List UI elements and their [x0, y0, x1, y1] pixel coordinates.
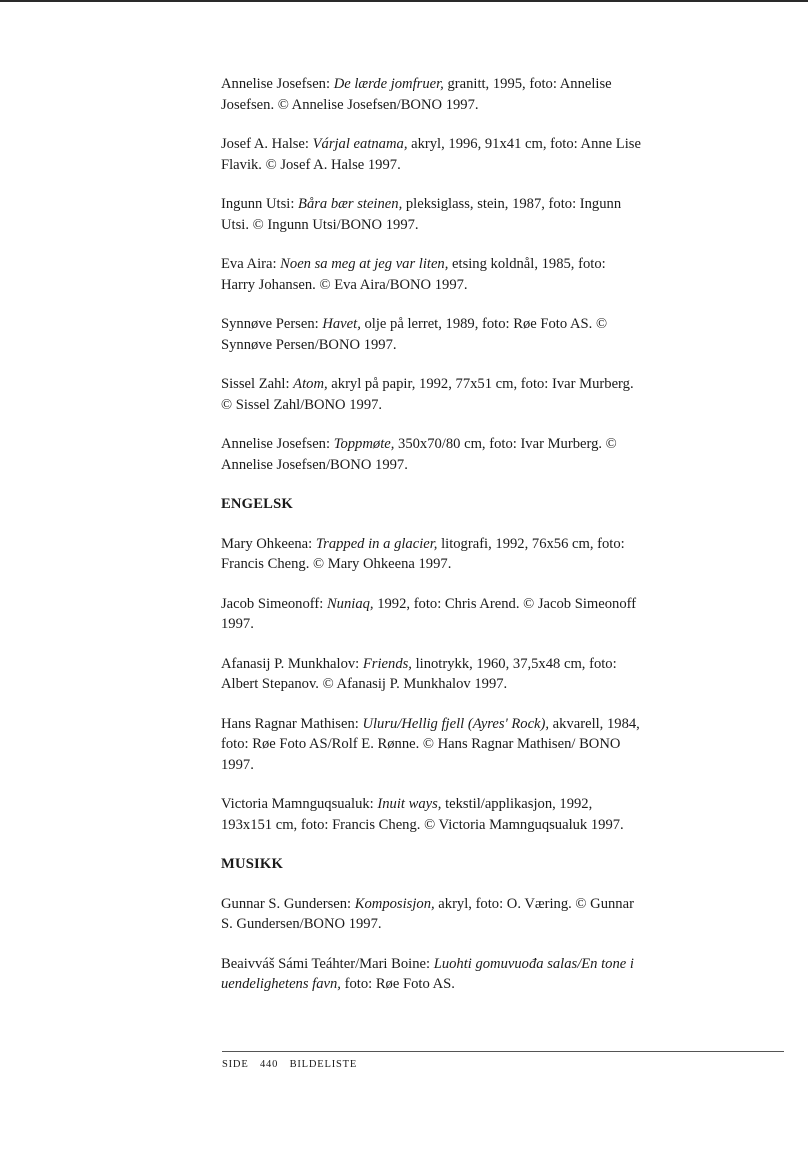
- footer-label: SIDE: [222, 1059, 249, 1070]
- caption-entry: [221, 254, 641, 295]
- caption-entry: [221, 794, 641, 835]
- caption-details: akryl, foto: O. Væring. © Gunnar S. Gundersen/BONO 1997.: [221, 895, 634, 932]
- caption-entry: [221, 714, 641, 776]
- caption-details: linotrykk, 1960, 37,5x48 cm, foto: Albert Stepanov. © Afanasij P. Munkhalov 1997.: [221, 655, 617, 692]
- caption-entry: [221, 654, 641, 695]
- caption-artist: Afanasij P. Munkhalov:: [221, 655, 363, 672]
- caption-artist: Beaivváš Sámi Teáhter/Mari Boine:: [221, 955, 434, 972]
- footer-section: BILDELISTE: [289, 1059, 358, 1070]
- caption-entry: [221, 374, 641, 415]
- caption-details: litografi, 1992, 76x56 cm, foto: Francis Cheng. © Mary Ohkeena 1997.: [221, 535, 625, 572]
- caption-artist: Hans Ragnar Mathisen:: [221, 715, 363, 732]
- caption-artist: Sissel Zahl:: [221, 376, 294, 392]
- caption-list: [221, 74, 641, 1014]
- caption-details: etsing koldnål, 1985, foto: Harry Johansen. © Eva Aira/BONO 1997.: [221, 256, 606, 293]
- caption-title: Nuniaq,: [326, 595, 374, 612]
- caption-details: olje på lerret, 1989, foto: Røe Foto AS. © Synnøve Persen/BONO 1997.: [221, 316, 608, 353]
- footer-rule: [222, 1051, 784, 1052]
- caption-details: akryl på papir, 1992, 77x51 cm, foto: Ivar Murberg. © Sissel Zahl/BONO 1997.: [221, 376, 634, 413]
- caption-artist: Victoria Mamnguqsualuk:: [221, 796, 378, 812]
- caption-title: Uluru/Hellig fjell (Ayres' Rock),: [362, 715, 550, 732]
- caption-details: foto: Røe Foto AS.: [340, 976, 455, 992]
- section-heading: ENGELSK: [221, 496, 293, 512]
- caption-artist: Ingunn Utsi:: [221, 196, 299, 212]
- caption-title: Várjal eatnama,: [312, 136, 408, 152]
- caption-artist: Eva Aira:: [221, 256, 281, 272]
- caption-details: pleksiglass, stein, 1987, foto: Ingunn Utsi. © Ingunn Utsi/BONO 1997.: [221, 196, 622, 233]
- caption-title: Atom,: [293, 376, 328, 392]
- page-number: 440: [259, 1059, 279, 1070]
- caption-entry: [221, 314, 641, 355]
- page-footer: [222, 1059, 365, 1070]
- caption-title: Noen sa meg at jeg var liten,: [280, 256, 449, 272]
- caption-title: Trapped in a glacier,: [315, 535, 438, 552]
- caption-entry: [221, 194, 641, 235]
- section-heading: MUSIKK: [221, 856, 284, 872]
- caption-entry: [221, 594, 641, 635]
- caption-title: Friends,: [362, 655, 412, 672]
- caption-entry: [221, 894, 641, 935]
- caption-title: Luohti gomuvuođa salas/En tone i uendelighetens favn,: [221, 955, 634, 992]
- caption-artist: Annelise Josefsen:: [221, 76, 334, 92]
- caption-entry: [221, 954, 641, 995]
- caption-details: granitt, 1995, foto: Annelise Josefsen. © Annelise Josefsen/BONO 1997.: [221, 76, 612, 113]
- top-rule: [0, 0, 808, 2]
- caption-title: Havet,: [322, 316, 361, 332]
- caption-entry: [221, 534, 641, 575]
- caption-details: akvarell, 1984, foto: Røe Foto AS/Rolf E. Rønne. © Hans Ragnar Mathisen/ BONO 1997.: [221, 715, 640, 773]
- caption-details: 1992, foto: Chris Arend. © Jacob Simeonoff 1997.: [221, 595, 637, 632]
- caption-title: De lærde jomfruer,: [333, 76, 444, 92]
- caption-artist: Jacob Simeonoff:: [221, 595, 327, 612]
- caption-title: Båra bær steinen,: [298, 196, 403, 212]
- caption-details: tekstil/applikasjon, 1992, 193x151 cm, foto: Francis Cheng. © Victoria Mamnguqsualuk 1997.: [221, 796, 624, 833]
- caption-title: Inuit ways,: [377, 796, 442, 812]
- caption-title: Komposisjon,: [354, 895, 435, 912]
- caption-artist: Synnøve Persen:: [221, 316, 323, 332]
- caption-title: Toppmøte,: [333, 436, 395, 452]
- caption-artist: Mary Ohkeena:: [221, 535, 316, 552]
- caption-entry: [221, 434, 641, 475]
- caption-artist: Annelise Josefsen:: [221, 436, 334, 452]
- caption-details: akryl, 1996, 91x41 cm, foto: Anne Lise Flavik. © Josef A. Halse 1997.: [221, 136, 641, 173]
- caption-artist: Gunnar S. Gundersen:: [221, 895, 355, 912]
- caption-entry: [221, 74, 641, 115]
- caption-entry: [221, 134, 641, 175]
- caption-artist: Josef A. Halse:: [221, 136, 313, 152]
- caption-details: 350x70/80 cm, foto: Ivar Murberg. © Annelise Josefsen/BONO 1997.: [221, 436, 617, 473]
